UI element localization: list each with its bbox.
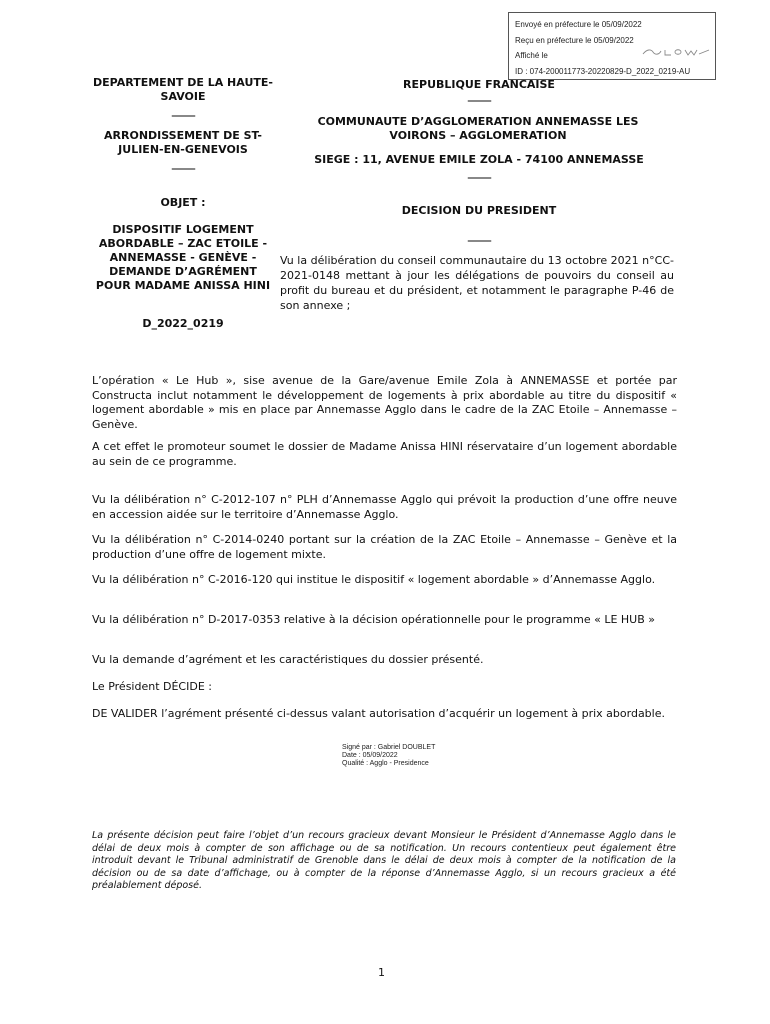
decision-reference: D_2022_0219 <box>142 317 224 330</box>
community-title: COMMUNAUTE D’AGGLOMERATION ANNEMASSE LES VOIRONS – AGGLOMERATION <box>317 115 639 142</box>
seat-address: SIEGE : 11, AVENUE EMILE ZOLA - 74100 ANNEMASSE <box>314 153 644 166</box>
stamp-id: ID : 074-200011773-20220829-D_2022_0219-AU <box>515 66 691 76</box>
vu-intro: Vu la délibération du conseil communautaire du 13 octobre 2021 n°CC-2021-0148 mettant à jour les délégations de pouvoirs du conseil au profit du bureau et du président, et notamment le paragraphe P-46 de son annexe ; <box>280 254 674 312</box>
paragraph-demande: Vu la demande d’agrément et les caractéristiques du dossier présenté. <box>92 653 484 666</box>
center-rule-3: _____ <box>467 229 491 242</box>
objet-label: OBJET : <box>160 196 206 209</box>
stamp-sent: Envoyé en préfecture le 05/09/2022 <box>515 20 642 29</box>
republic-title: REPUBLIQUE FRANCAISE <box>403 78 555 91</box>
paragraph-promoter: A cet effet le promoteur soumet le dossier de Madame Anissa HINI réservataire d’un logement abordable au sein de ce programme. <box>92 440 677 468</box>
decision-title: DECISION DU PRESIDENT <box>401 204 557 217</box>
center-rule-1: _____ <box>467 89 491 102</box>
left-rule-2: _____ <box>171 157 195 170</box>
signature-date: Date : 05/09/2022 <box>342 752 398 759</box>
signature-block <box>342 744 435 768</box>
center-rule-2: _____ <box>467 166 491 179</box>
paragraph-zac: Vu la délibération n° C-2014-0240 portant sur la création de la ZAC Etoile – Annemasse – Genève et la production d’une offre de logement mixte. <box>92 533 677 561</box>
paragraph-dispositif: Vu la délibération n° C-2016-120 qui institue le dispositif « logement abordable » d’Annemasse Agglo. <box>92 573 656 586</box>
signature-quality: Qualité : Agglo - Presidence <box>342 760 429 767</box>
paragraph-plh: Vu la délibération n° C-2012-107 n° PLH d’Annemasse Agglo qui prévoit la production d’une offre neuve en accession aidée sur le territoire d’Annemasse Agglo. <box>92 493 677 521</box>
objet-text: DISPOSITIF LOGEMENT ABORDABLE – ZAC ETOILE - ANNEMASSE - GENÈVE - DEMANDE D’AGRÉMENT POUR MADAME ANISSA HINI <box>95 223 271 292</box>
paragraph-valider: DE VALIDER l’agrément présenté ci-dessus valant autorisation d’acquérir un logement à prix abordable. <box>92 707 665 720</box>
paragraph-operation: L’opération « Le Hub », sise avenue de la Gare/avenue Emile Zola à ANNEMASSE et portée par Constructa inclut notamment le développement de logements à prix abordable au titre du dispositif « logement abordable » mis en place par Annemasse Agglo dans le cadre de la ZAC Etoile – Annemasse – Genève. <box>92 374 677 431</box>
department-title: DEPARTEMENT DE LA HAUTE-SAVOIE <box>93 76 273 103</box>
page-number: 1 <box>378 966 385 979</box>
signature-signed: Signé par : Gabriel DOUBLET <box>342 744 436 751</box>
paragraph-decide: Le Président DÉCIDE : <box>92 680 212 693</box>
stamp-received: Reçu en préfecture le 05/09/2022 <box>515 35 634 45</box>
stamp-posted: Affiché le <box>515 51 548 60</box>
appeal-notice: La présente décision peut faire l’objet d’un recours gracieux devant Monsieur le Président d’Annemasse Agglo dans le délai de deux mois à compter de son affichage ou de sa notification. Un recours contentieux peut également être introduit devant le Tribunal administratif de Grenoble dans le délai de deux mois à compter de la notification de la décision ou de sa date d’affichage, ou à compter de la réponse d’Annemasse Agglo, si un recours gracieux a été préalablement déposé. <box>92 830 676 891</box>
paragraph-hub: Vu la délibération n° D-2017-0353 relative à la décision opérationnelle pour le programme « LE HUB » <box>92 613 655 626</box>
prefecture-stamp <box>508 12 716 80</box>
slow-logo-icon <box>641 47 711 57</box>
left-rule-1: _____ <box>171 104 195 117</box>
arrondissement-title: ARRONDISSEMENT DE ST-JULIEN-EN-GENEVOIS <box>104 129 262 156</box>
